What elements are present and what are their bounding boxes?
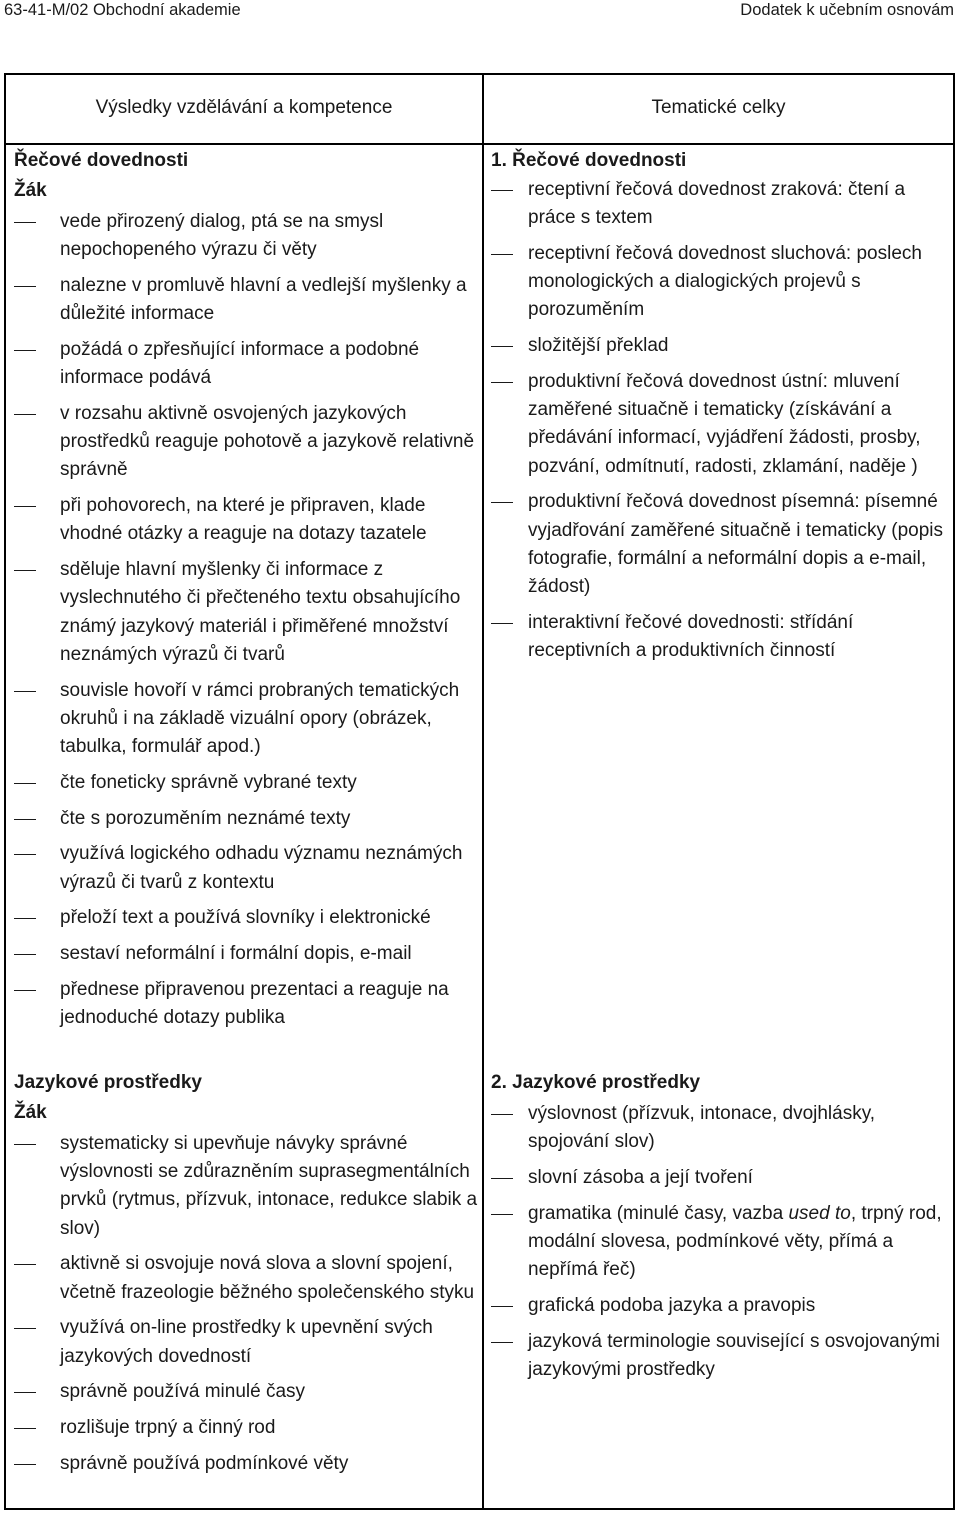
right-section-speech	[491, 146, 951, 673]
list-item: při pohovorech, na které je připraven, klade vhodné otázky a reaguje na dotazy tazatele	[60, 495, 427, 545]
list-item: sděluje hlavní myšlenky či informace z vyslechnutého či přečteného textu obsahujícího známý jazykový materiál i přiměřené množství neznámých výrazů či tvarů	[60, 559, 461, 665]
list-item: receptivní řečová dovednost zraková: čtení a práce s textem	[528, 179, 906, 229]
section-title: Jazykové prostředky	[14, 1072, 202, 1093]
list-item: čte s porozuměním neznámé texty	[60, 807, 351, 829]
list-item: přednese připravenou prezentaci a reaguje na jednoduché dotazy publika	[60, 979, 449, 1029]
list-item: využívá on-line prostředky k upevnění svých jazykových dovedností	[60, 1317, 433, 1367]
list-item: přeloží text a používá slovníky i elektronické	[60, 907, 431, 929]
topic-title: 2. Jazykové prostředky	[491, 1072, 701, 1093]
list-item: využívá logického odhadu významu neznámých výrazů či tvarů z kontextu	[60, 843, 463, 893]
outcomes-list	[14, 208, 478, 1032]
list-item: nalezne v promluvě hlavní a vedlejší myšlenky a důležité informace	[60, 275, 467, 325]
list-item: rozlišuje trpný a činný rod	[60, 1417, 276, 1439]
list-item: složitější překlad	[528, 335, 669, 357]
topic-title: 1. Řečové dovednosti	[491, 150, 687, 171]
curriculum-table	[4, 73, 955, 1510]
list-item: produktivní řečová dovednost ústní: mluvení zaměřené situačně i tematicky (získávání a předávání informací, vyjádření žádosti, prosby, pozvání, odmítnutí, radosti, zklamání, naděje )	[528, 371, 921, 477]
list-item: vede přirozený dialog, ptá se na smysl nepochopeného výrazu či věty	[60, 211, 384, 261]
topics-list	[491, 176, 951, 665]
list-item: jazyková terminologie související s osvojovanými jazykovými prostředky	[528, 1330, 940, 1380]
list-item: požádá o zpřesňující informace a podobné informace podává	[60, 339, 420, 389]
column-header-outcomes: Výsledky vzdělávání a kompetence	[95, 97, 393, 118]
section-subject: Žák	[14, 180, 47, 201]
list-item: v rozsahu aktivně osvojených jazykových prostředků reaguje pohotově a jazykově relativně správně	[60, 403, 475, 481]
column-divider	[482, 75, 484, 1508]
left-section-language	[14, 1068, 478, 1486]
header-divider	[6, 143, 953, 145]
list-item: produktivní řečová dovednost písemná: písemné vyjadřování zaměřené situačně i tematicky (popis fotografie, formální a neformální dopis a e-mail, žádost)	[528, 491, 944, 598]
list-item: výslovnost (přízvuk, intonace, dvojhlásky, spojování slov)	[528, 1103, 876, 1153]
list-item: slovní zásoba a její tvoření	[528, 1167, 753, 1188]
list-item: správně používá podmínkové věty	[60, 1453, 349, 1474]
page-header	[0, 0, 960, 24]
column-header-topics: Tematické celky	[651, 97, 786, 118]
header-document: Dodatek k učebním osnovám	[740, 1, 954, 19]
italic-term: used to	[788, 1202, 851, 1224]
left-section-speech	[14, 146, 478, 1040]
list-item: systematicky si upevňuje návyky správné výslovnosti se zdůrazněním suprasegmentálních prvků (rytmus, přízvuk, intonace, redukce slabik a slov)	[60, 1133, 478, 1239]
topics-list	[491, 1100, 951, 1384]
right-section-language	[491, 1068, 951, 1392]
list-item: správně používá minulé časy	[60, 1381, 306, 1403]
list-item: aktivně si osvojuje nová slova a slovní spojení, včetně frazeologie běžného společenského styku	[60, 1253, 475, 1303]
outcomes-list	[14, 1130, 478, 1478]
list-item: čte foneticky správně vybrané texty	[60, 771, 357, 793]
list-item: souvisle hovoří v rámci probraných tematických okruhů i na základě vizuální opory (obrázek, tabulka, formulář apod.)	[60, 679, 460, 758]
list-item: receptivní řečová dovednost sluchová: poslech monologických a dialogických projevů s porozuměním	[528, 243, 922, 321]
list-item: interaktivní řečové dovednosti: střídání receptivních a produktivních činností	[528, 611, 854, 662]
list-item: sestaví neformální i formální dopis, e-mail	[60, 943, 412, 965]
list-item: gramatika (minulé časy, vazba used to, trpný rod, modální slovesa, podmínkové věty, přímá a nepřímá řeč)	[528, 1202, 942, 1281]
section-subject: Žák	[14, 1102, 47, 1123]
list-item: grafická podoba jazyka a pravopis	[528, 1295, 816, 1316]
header-program: 63-41-M/02 Obchodní akademie	[4, 1, 241, 19]
section-title: Řečové dovednosti	[14, 150, 189, 171]
